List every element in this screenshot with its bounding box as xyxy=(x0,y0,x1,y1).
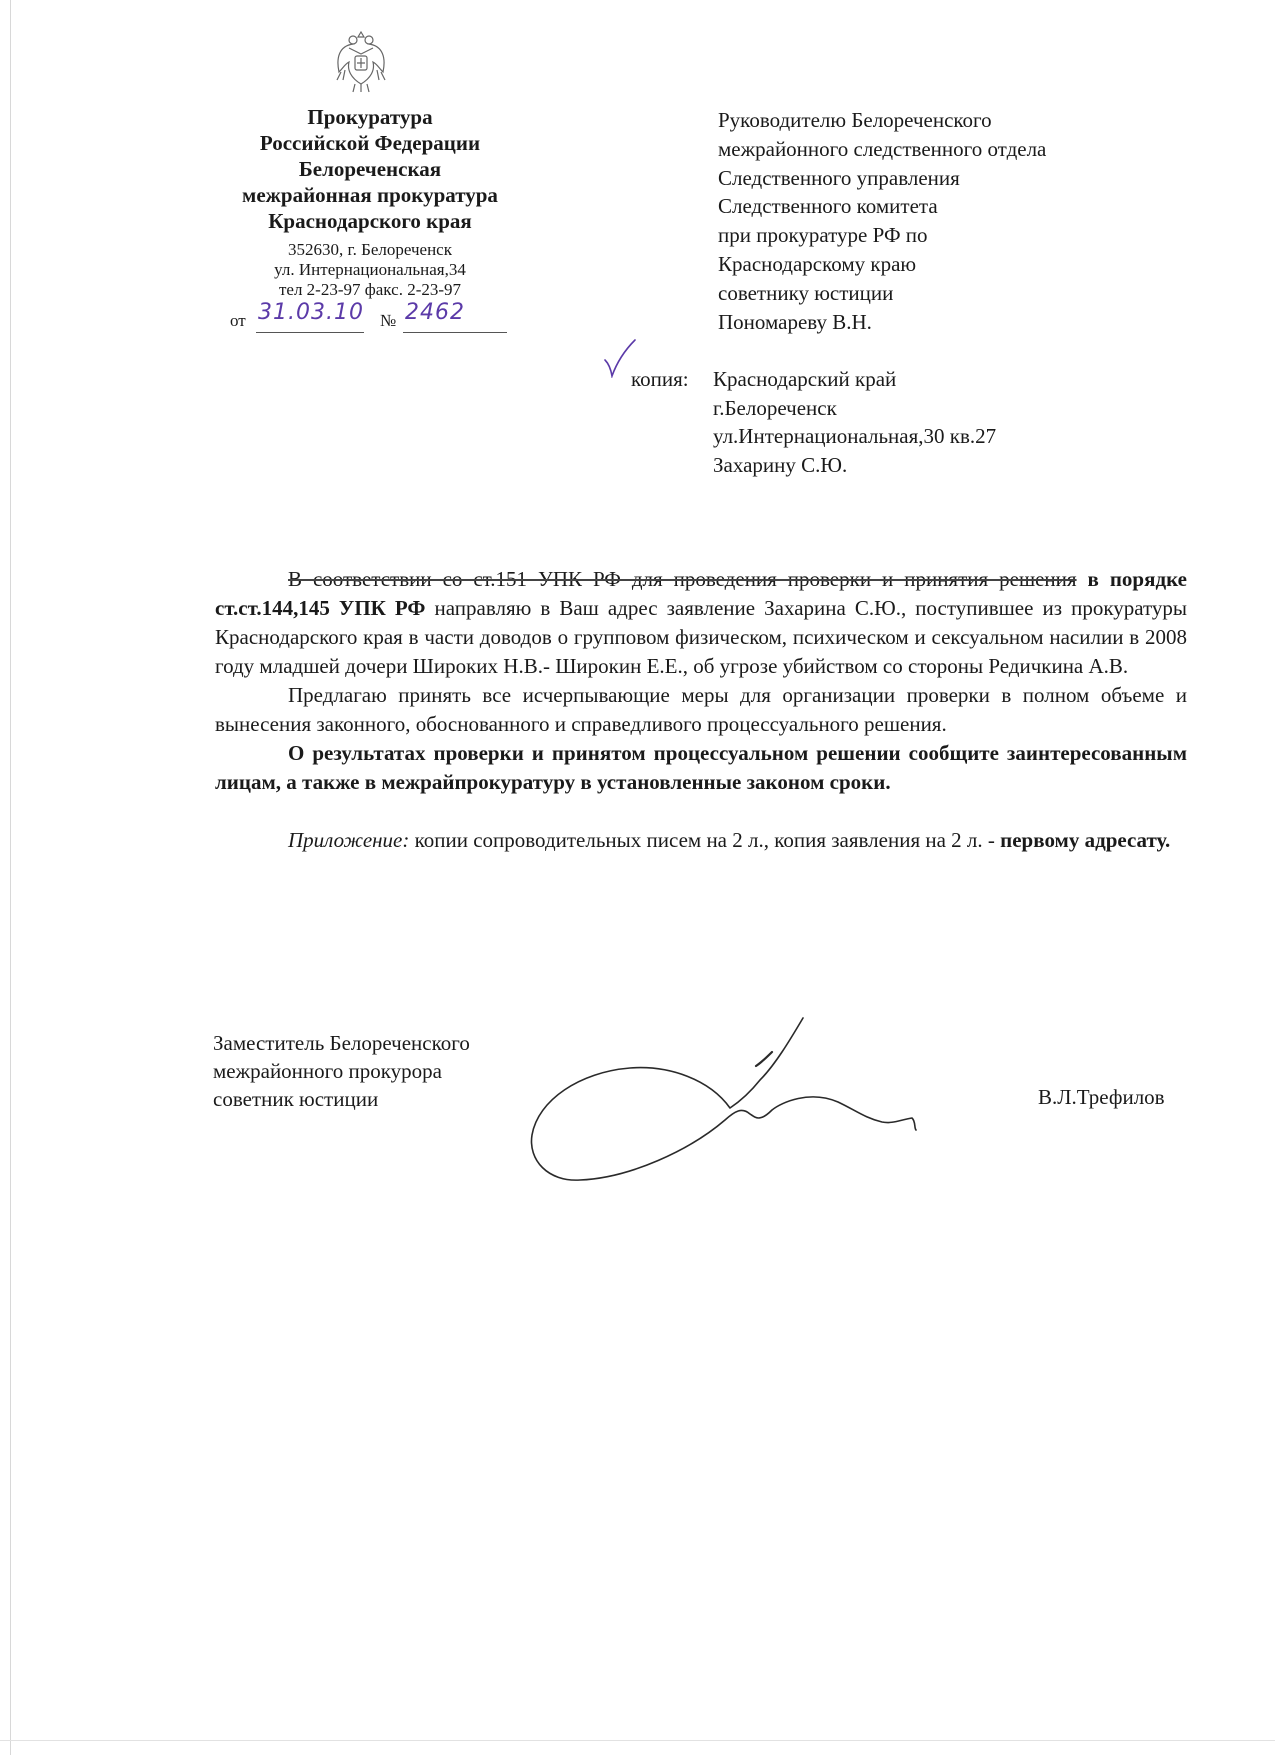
copy-line: ул.Интернациональная,30 кв.27 xyxy=(713,424,997,448)
page-edge xyxy=(10,0,11,1755)
copy-line: г.Белореченск xyxy=(713,395,837,420)
issuer-org-line: Прокуратура xyxy=(307,105,433,129)
copy-label: копия: xyxy=(631,367,689,391)
signatory-title xyxy=(213,1029,553,1113)
paragraph-3: О результатах проверки и принятом процессуальном решении сообщите заинтересованным лицам, а также в межрайпрокуратуру в установленные законом сроки. xyxy=(215,741,1187,794)
paragraph-text: направляю в Ваш адрес заявление Захарина С.Ю., поступившее из прокуратуры Краснодарского края в части доводов о групповом физическом, психическом и сексуальном насилии в 2008 году младшей дочери Широких Н.В.- Широкин Е.Е., об угрозе убийством со стороны Редичкина А.В. xyxy=(215,596,1188,678)
addressee-block xyxy=(718,106,1238,336)
addressee-line: Следственного управления xyxy=(718,165,960,190)
from-label: от xyxy=(230,311,246,330)
issuer-address-line: ул. Интернациональная,34 xyxy=(274,260,466,279)
page-bottom-edge xyxy=(0,1740,1275,1741)
letter-body xyxy=(215,565,1187,855)
struck-text: В соответствии со ст.151 УПК РФ для проведения проверки и принятия решения xyxy=(288,567,1077,591)
number-label: № xyxy=(380,311,397,330)
signatory-name: В.Л.Трефилов xyxy=(1038,1085,1165,1109)
copy-line: Захарину С.Ю. xyxy=(713,452,848,477)
addressee-line: Руководителю Белореченского xyxy=(718,108,992,132)
addressee-line: советнику юстиции xyxy=(718,280,894,305)
addressee-line: Следственного комитета xyxy=(718,194,938,219)
attachment-label: Приложение: xyxy=(288,828,410,852)
addressee-line: при прокуратуре РФ по xyxy=(718,223,928,248)
attachment-bold: первому адресату. xyxy=(1000,828,1171,852)
issuer-org-line: Российской Федерации xyxy=(259,131,481,155)
attachment-paragraph xyxy=(215,826,1187,855)
issuer-address-line: 352630, г. Белореченск xyxy=(288,240,452,259)
issuer-org-line: Краснодарского края xyxy=(268,209,472,233)
addressee-line: Краснодарскому краю xyxy=(718,251,917,276)
attachment-text: копии сопроводительных писем на 2 л., копия заявления на 2 л. - xyxy=(409,828,1001,852)
addressee-line: Пономареву В.Н. xyxy=(718,309,872,334)
bold-text: в порядке ст.ст.144,145 УПК РФ xyxy=(215,567,1187,620)
coat-of-arms-emblem xyxy=(333,28,389,96)
handwritten-signature xyxy=(520,1010,940,1190)
signatory-title-line: советник юстиции xyxy=(213,1087,379,1111)
signatory-title-line: Заместитель Белореченского xyxy=(213,1031,470,1055)
copy-line: Краснодарский край xyxy=(713,367,897,391)
paragraph-1 xyxy=(215,565,1187,681)
issuer-block xyxy=(200,104,540,332)
copy-recipient-block xyxy=(713,365,1133,479)
issuer-org-line: Белореченская xyxy=(298,157,442,181)
number-underline xyxy=(403,332,507,333)
paragraph-2: Предлагаю принять все исчерпывающие меры для организации проверки в полном объеме и вынесения законного, обоснованного и справедливого процессуального решения. xyxy=(215,683,1187,736)
issuer-address xyxy=(200,240,540,300)
date-underline xyxy=(256,332,364,333)
reference-line xyxy=(200,302,540,332)
issuer-address-line: тел 2-23-97 факс. 2-23-97 xyxy=(278,280,462,299)
issuer-org-line: межрайонная прокуратура xyxy=(242,183,498,207)
addressee-line: межрайонного следственного отдела xyxy=(718,136,1047,161)
signatory-title-line: межрайонного прокурора xyxy=(213,1059,442,1083)
handwritten-date: 31.03.10 xyxy=(258,300,364,325)
handwritten-number: 2462 xyxy=(405,300,465,325)
